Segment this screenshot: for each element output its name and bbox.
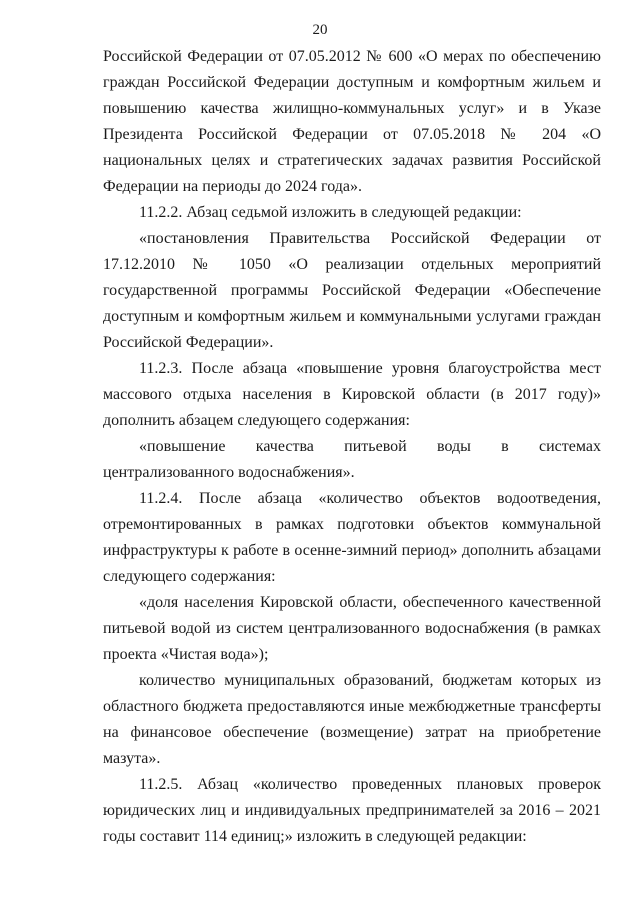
paragraph-quote-population-share: «доля населения Кировской области, обеспеченного качественной питьевой водой из систем централизованного водоснабжения (в рамках проекта «Чистая вода»); bbox=[103, 594, 601, 663]
paragraph-quote-resolution: «постановления Правительства Российской Федерации от 17.12.2010 № 1050 «О реализации отдельных мероприятий государственной программы Российской Федерации «Обеспечение доступным и комфортным жильем и коммунальными услугами граждан Российской Федерации». bbox=[103, 230, 601, 351]
document-body bbox=[103, 44, 601, 850]
paragraph-11-2-3: 11.2.3. После абзаца «повышение уровня благоустройства мест массового отдыха населения в Кировской области (в 2017 году)» дополнить абзацем следующего содержания: bbox=[103, 360, 601, 429]
paragraph-11-2-5: 11.2.5. Абзац «количество проведенных плановых проверок юридических лиц и индивидуальных предпринимателей за 2016 – 2021 годы составит 114 единиц;» изложить в следующей редакции: bbox=[103, 776, 601, 845]
paragraph-11-2-4: 11.2.4. После абзаца «количество объектов водоотведения, отремонтированных в рамках подготовки объектов коммунальной инфраструктуры к работе в осенне-зимний период» дополнить абзацами следующего содержания: bbox=[103, 490, 601, 585]
paragraph-continuation: Российской Федерации от 07.05.2012 № 600 «О мерах по обеспечению граждан Российской Федерации доступным и комфортным жильем и повышению качества жилищно-коммунальных услуг» и в Указе Президента Российской Федерации от 07.05.2018 № 204 «О национальных целях и стратегических задачах развития Российской Федерации на периоды до 2024 года». bbox=[103, 48, 601, 195]
paragraph-quote-municipalities: количество муниципальных образований, бюджетам которых из областного бюджета предоставляются иные межбюджетные трансферты на финансовое обеспечение (возмещение) затрат на приобретение мазута». bbox=[103, 672, 601, 767]
paragraph-quote-water-quality: «повышение качества питьевой воды в системах централизованного водоснабжения». bbox=[103, 438, 601, 481]
paragraph-11-2-2: 11.2.2. Абзац седьмой изложить в следующей редакции: bbox=[139, 204, 522, 221]
page-number: 20 bbox=[312, 22, 328, 38]
